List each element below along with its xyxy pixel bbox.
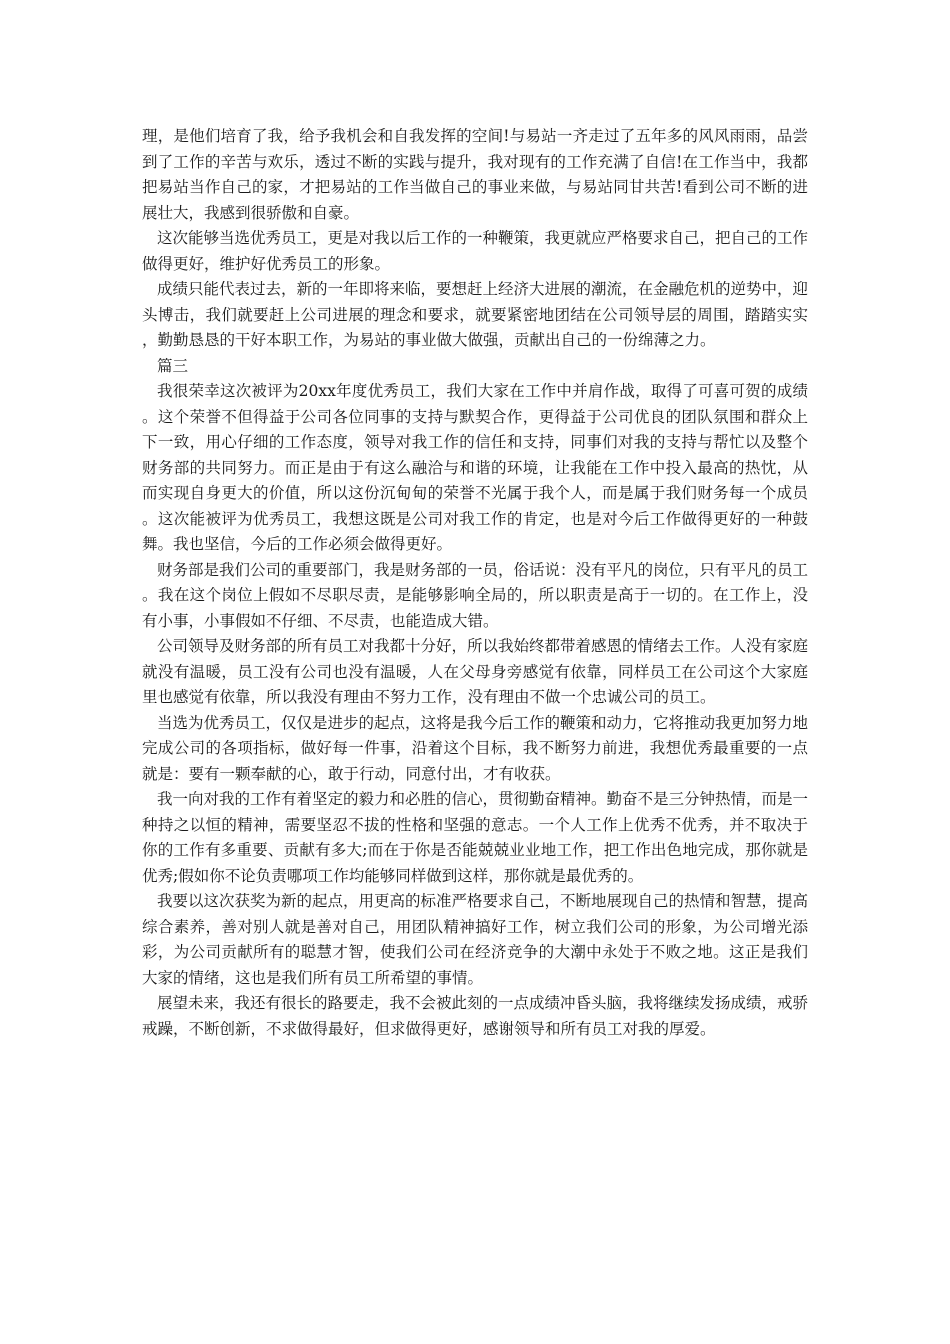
paragraph-motivation: 这次能够当选优秀员工，更是对我以后工作的一种鞭策，我更就应严格要求自己，把自己的工作做得更好，维护好优秀员工的形象。 [142,229,809,273]
section-paragraph-outlook: 展望未来，我还有很长的路要走，我不会被此刻的一点成绩冲昏头脑，我将继续发扬成绩，戒骄戒躁，不断创新，不求做得最好，但求做得更好，感谢领导和所有员工对我的厚爱。 [142,994,809,1038]
paragraph-future-goals: 成绩只能代表过去，新的一年即将来临，要想赶上经济大进展的潮流，在金融危机的逆势中，迎头博击，我们就要赶上公司进展的理念和要求，就要紧密地团结在公司领导层的周围，踏踏实实，勤勤恳恳的干好本职工作，为易站的事业做大做强，贡献出自己的一份绵薄之力。 [142,280,809,349]
section-paragraph-honor: 我很荣幸这次被评为20xx年度优秀员工，我们大家在工作中并肩作战，取得了可喜可贺的成绩。这个荣誉不但得益于公司各位同事的支持与默契合作，更得益于公司优良的团队氛围和群众上下一致，用心仔细的工作态度，领导对我工作的信任和支持，同事们对我的支持与帮忙以及整个财务部的共同努力。而正是由于有这么融洽与和谐的环境，让我能在工作中投入最高的热忱，从而实现自身更大的价值，所以这份沉甸甸的荣誉不光属于我个人，而是属于我们财务每一个成员。这次能被评为优秀员工，我想这既是公司对我工作的肯定，也是对今后工作做得更好的一种鼓舞。我也坚信，今后的工作必须会做得更好。 [142,382,808,553]
section-paragraph-finance-dept: 财务部是我们公司的重要部门，我是财务部的一员，俗话说：没有平凡的岗位，只有平凡的员工。我在这个岗位上假如不尽职尽责，是能够影响全局的，所以职责是高于一切的。在工作上，没有小事，小事假如不仔细、不尽责，也能造成大错。 [142,560,809,630]
section-paragraph-starting-point: 当选为优秀员工，仅仅是进步的起点，这将是我今后工作的鞭策和动力，它将推动我更加努力地完成公司的各项指标，做好每一件事，沿着这个目标，我不断努力前进，我想优秀最重要的一点就是：要有一颗奉献的心，敢于行动，同意付出，才有收获。 [142,713,809,783]
section-heading: 篇三 [157,356,189,375]
document-body [142,124,808,1042]
section-paragraph-diligence: 我一向对我的工作有着坚定的毅力和必胜的信心，贯彻勤奋精神。勤奋不是三分钟热情，而是一种持之以恒的精神，需要坚忍不拔的性格和坚强的意志。一个人工作上优秀不优秀，并不取决于你的工作有多重要、贡献有多大;而在于你是否能兢兢业业地工作，把工作出色地完成，那你就是优秀;假如你不论负责哪项工作均能够同样做到这样，那你就是最优秀的。 [142,790,809,885]
section-paragraph-new-start: 我要以这次获奖为新的起点，用更高的标准严格要求自己，不断地展现自己的热情和智慧，提高综合素养，善对别人就是善对自己，用团队精神搞好工作，树立我们公司的形象，为公司增光添彩，为公司贡献所有的聪慧才智，使我们公司在经济竞争的大潮中永处于不败之地。这正是我们大家的情绪，这也是我们所有员工所希望的事情。 [142,892,809,987]
section-paragraph-gratitude: 公司领导及财务部的所有员工对我都十分好，所以我始终都带着感恩的情绪去工作。人没有家庭就没有温暖，员工没有公司也没有温暖，人在父母身旁感觉有依靠，同样员工在公司这个大家庭里也感觉有依靠，所以我没有理由不努力工作，没有理由不做一个忠诚公司的员工。 [142,637,809,706]
paragraph-intro: 理，是他们培育了我，给予我机会和自我发挥的空间!与易站一齐走过了五年多的风风雨雨，品尝到了工作的辛苦与欢乐，透过不断的实践与提升，我对现有的工作充满了自信!在工作当中，我都把易站当作自己的家，才把易站的工作当做自己的事业来做，与易站同甘共苦!看到公司不断的进展壮大，我感到很骄傲和自豪。 [142,127,808,222]
